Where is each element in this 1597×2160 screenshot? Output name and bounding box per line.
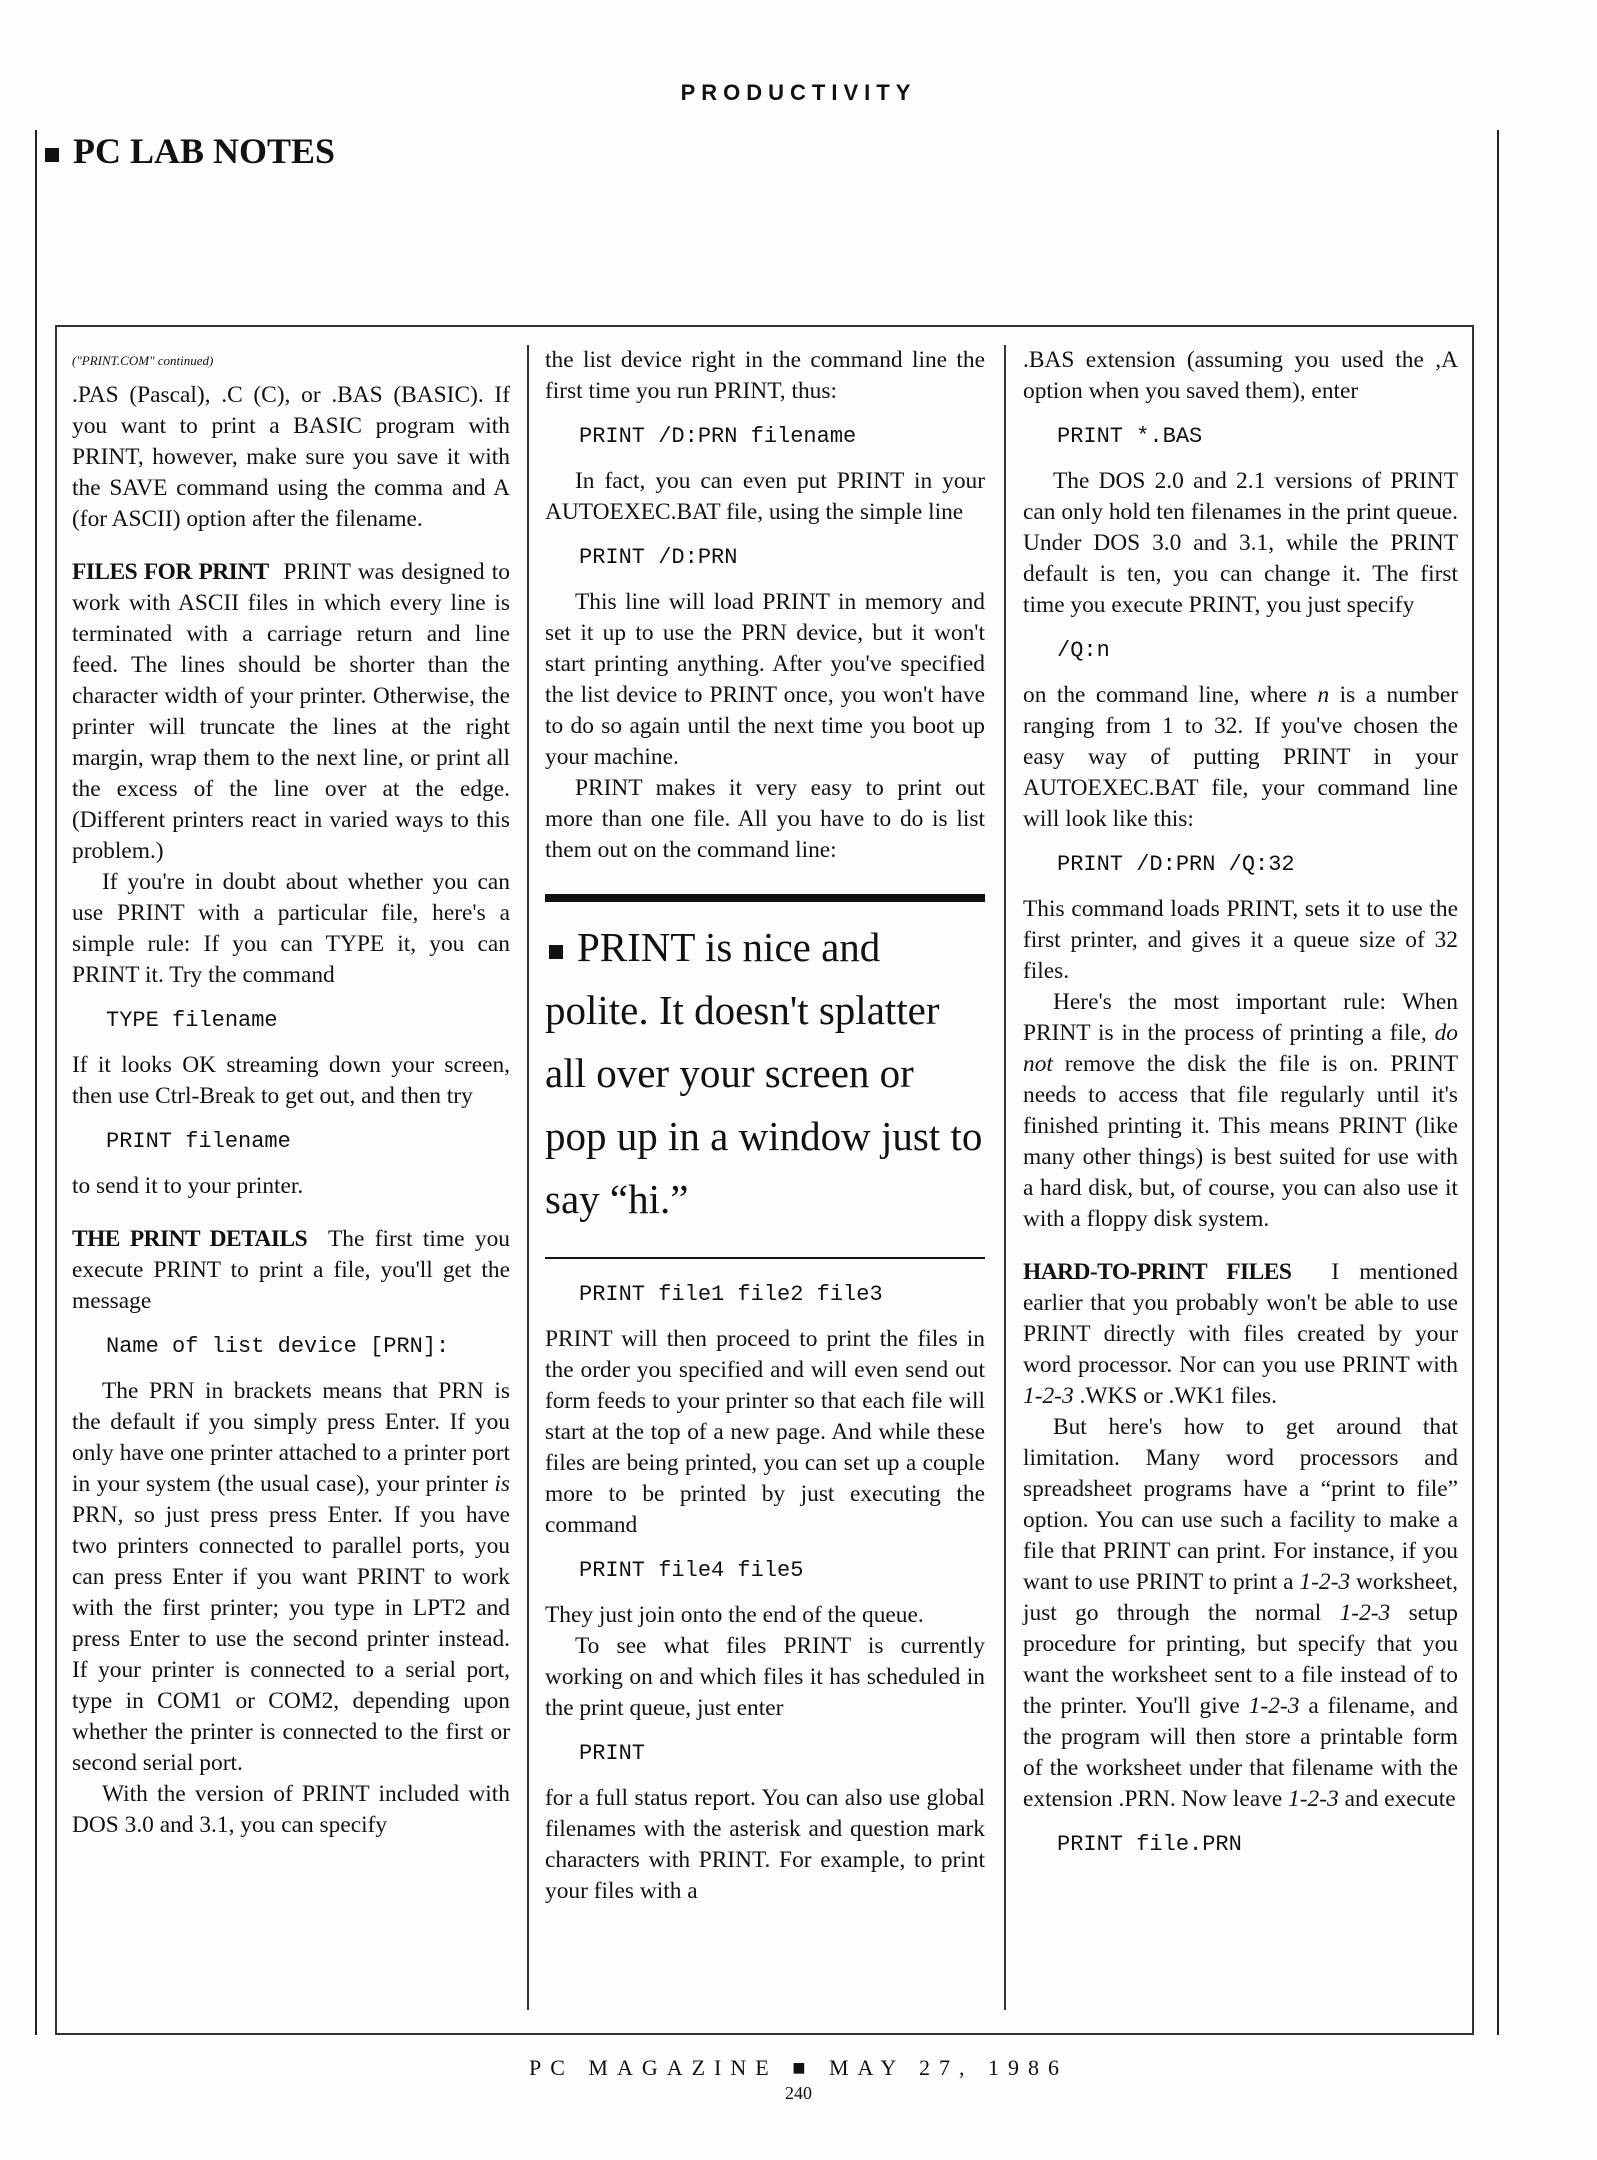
header-title: PC LAB NOTES [73,131,336,171]
paragraph: for a full status report. You can also use global filenames with the asterisk and question mark characters with PRINT. For example, to print your files with a [545,1785,985,1904]
right-rule [1497,130,1499,2035]
paragraph: FILES FOR PRINT PRINT was designed to work with ASCII files in which every line is terminated with a carriage return and line feed. The lines should be shorter than the character width of your printer. Otherwise, the printer will truncate the lines at the right margin, wrap them to the next line, or print all the excess of the line over at the edge. (Different printers react in varied ways to this problem.) [72,559,510,864]
paragraph: THE PRINT DETAILS The first time you execute PRINT to print a file, you'll get the message [72,1226,510,1314]
column-1 [72,345,510,1841]
footer-masthead: PC MAGAZINE ■ MAY 27, 1986 [528,2055,1068,2080]
code-line: PRINT file.PRN [1057,1832,1242,1857]
paragraph: With the version of PRINT included with DOS 3.0 and 3.1, you can specify [72,1781,510,1838]
code-line: /Q:n [1057,638,1110,663]
code-line: TYPE filename [106,1008,278,1033]
paragraph: HARD-TO-PRINT FILES I mentioned earlier that you probably won't be able to use PRINT directly with files created by your word processor. Nor can you use PRINT with 1-2-3 .WKS or .WK1 files. [1023,1259,1458,1409]
paragraph: This line will load PRINT in memory and set it up to use the PRN device, but it won't start printing anything. After you've specified the list device to PRINT once, you won't have to do so again until the next time you boot up your machine. [545,589,985,770]
code-line: PRINT *.BAS [1057,424,1203,449]
paragraph: the list device right in the command line the first time you run PRINT, thus: [545,347,985,404]
subhead-files-for-print: FILES FOR PRINT [72,559,269,585]
bullet-square-icon [45,148,59,162]
code-line: PRINT file4 file5 [579,1558,804,1583]
code-line: PRINT /D:PRN /Q:32 [1057,852,1295,877]
continued-note: ("PRINT.COM" continued) [72,353,214,368]
column-3 [1023,345,1458,1874]
code-line: PRINT file1 file2 file3 [579,1282,883,1307]
code-line: Name of list device [PRN]: [106,1334,450,1359]
paragraph: PRINT makes it very easy to print out more than one file. All you have to do is list them out on the command line: [545,775,985,863]
page-header [45,130,335,172]
left-rule [35,130,37,2035]
code-line: PRINT [579,1741,646,1766]
paragraph: If you're in doubt about whether you can use PRINT with a particular file, here's a simple rule: If you can TYPE it, you can PRINT it. Try the command [72,869,510,988]
paragraph: The DOS 2.0 and 2.1 versions of PRINT can only hold ten filenames in the print queue. Under DOS 3.0 and 3.1, while the PRINT default is ten, you can change it. The first time you execute PRINT, you just specify [1023,468,1458,618]
pull-quote: PRINT is nice and polite. It doesn't splatter all over your screen or pop up in a window just to say “hi.” [545,894,985,1259]
page-number: 240 [785,2083,812,2103]
code-line: PRINT filename [106,1129,291,1154]
code-line: PRINT /D:PRN filename [579,424,857,449]
column-divider-2 [1004,345,1006,2010]
subhead-hard-to-print: HARD-TO-PRINT FILES [1023,1259,1292,1285]
section-label: PRODUCTIVITY [680,80,917,105]
paragraph: The PRN in brackets means that PRN is the default if you simply press Enter. If you only have one printer attached to a printer port in your system (the usual case), your printer is PRN, so just press press Enter. If you have two printers connected to parallel ports, you can press Enter if you want PRINT to work with the first printer; you type in LPT2 and press Enter to use the second printer instead. If your printer is connected to a serial port, type in COM1 or COM2, depending upon whether the printer is connected to the first or second serial port. [72,1378,510,1776]
column-divider-1 [527,345,529,2010]
paragraph: to send it to your printer. [72,1173,304,1199]
paragraph: .BAS extension (assuming you used the ,A option when you saved them), enter [1023,347,1458,404]
subhead-print-details: THE PRINT DETAILS [72,1226,308,1252]
paragraph: .PAS (Pascal), .C (C), or .BAS (BASIC). If you want to print a BASIC program with PRINT, however, make sure you save it with the SAVE command using the comma and A (for ASCII) option after the filename. [72,382,510,532]
paragraph: But here's how to get around that limitation. Many word processors and spreadsheet programs have a “print to file” option. You can use such a facility to make a file that PRINT can print. For instance, if you want to use PRINT to print a 1-2-3 worksheet, just go through the normal 1-2-3 setup procedure for printing, but specify that you want the worksheet sent to a file instead of to the printer. You'll give 1-2-3 a filename, and the program will then store a printable form of the worksheet under that filename with the extension .PRN. Now leave 1-2-3 and execute [1023,1414,1459,1812]
paragraph: They just join onto the end of the queue. [545,1602,924,1628]
bullet-square-icon [549,945,563,959]
paragraph: If it looks OK streaming down your screen, then use Ctrl-Break to get out, and then try [72,1052,510,1109]
paragraph: This command loads PRINT, sets it to use the first printer, and gives it a queue size of 32 files. [1023,896,1458,984]
paragraph: on the command line, where n is a number ranging from 1 to 32. If you've chosen the easy way of putting PRINT in your AUTOEXEC.BAT file, your command line will look like this: [1023,682,1458,832]
paragraph: To see what files PRINT is currently working on and which files it has scheduled in the print queue, just enter [545,1633,985,1721]
code-line: PRINT /D:PRN [579,545,738,570]
paragraph: Here's the most important rule: When PRINT is in the process of printing a file, do not remove the disk the file is on. PRINT needs to access that file regularly until it's finished printing it. This means PRINT (like many other things) is best suited for use with a hard disk, but, of course, you can also use it with a floppy disk system. [1023,989,1458,1232]
paragraph: In fact, you can even put PRINT in your AUTOEXEC.BAT file, using the simple line [545,468,985,525]
paragraph: PRINT will then proceed to print the files in the order you specified and will even send out form feeds to your printer so that each file will start at the top of a new page. And while these files are being printed, you can set up a couple more to be printed by just executing the command [545,1326,985,1538]
column-2 [545,345,985,1907]
